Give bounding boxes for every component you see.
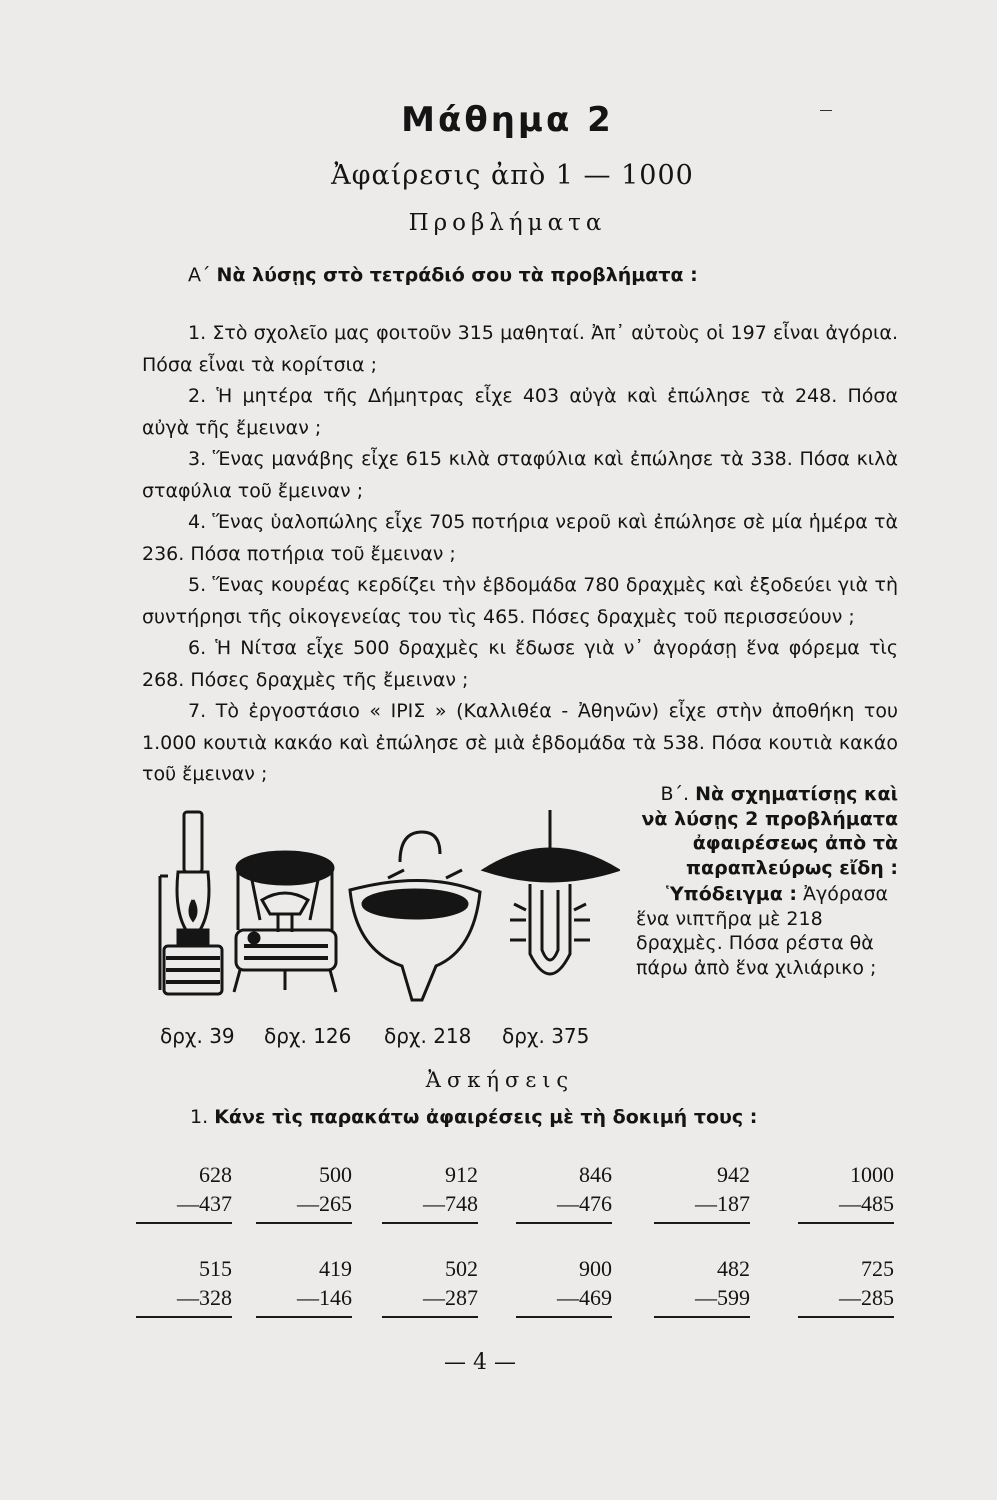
subtraction-problem	[670, 1160, 750, 1224]
kerosene-stove-icon	[234, 852, 336, 992]
subtraction-problem	[398, 1254, 478, 1318]
washbasin-icon	[350, 832, 480, 1000]
subtrahend: —437	[177, 1191, 232, 1216]
price-label: δρχ. 126	[264, 1024, 352, 1048]
answer-line	[654, 1316, 750, 1318]
subtraction-problem	[814, 1160, 894, 1224]
price-label: δρχ. 39	[160, 1024, 235, 1048]
problem-list	[142, 318, 898, 791]
items-illustration	[150, 800, 620, 1005]
exercise-instruction	[190, 1106, 757, 1128]
answer-line	[516, 1316, 612, 1318]
subtraction-problem	[398, 1160, 478, 1224]
problem-item: 1. Στὸ σχολεῖο μας φοιτοῦν 315 μαθηταί. Ἀπ᾽ αὐτοὺς οἱ 197 εἶναι ἀγόρια. Πόσα εἶναι τὰ κορίτσια ;	[142, 322, 898, 376]
section-b-text: Νὰ σχηματίσῃς καὶ νὰ λύσῃς 2 προβλήματα ἀφαιρέσεως ἀπὸ τὰ παραπλεύρως εἴδη :	[641, 783, 898, 879]
minuend: 900	[579, 1256, 612, 1281]
subtrahend: —328	[177, 1285, 232, 1310]
answer-line	[516, 1222, 612, 1224]
problem-item: 4. Ἕνας ὑαλοπώλης εἶχε 705 ποτήρια νεροῦ καὶ ἐπώλησε σὲ μία ἡμέρα τὰ 236. Πόσα ποτήρια τοῦ ἔμειναν ;	[142, 511, 898, 565]
problem-item: 5. Ἕνας κουρέας κερδίζει τὴν ἑβδομάδα 780 δραχμὲς καὶ ἐξοδεύει γιὰ τὴ συντήρησι τῆς οἰκογενείας του τὶς 465. Πόσες δραχμὲς τοῦ περισσεύουν ;	[142, 574, 898, 628]
subtrahend: —599	[695, 1285, 750, 1310]
subtrahend: —265	[297, 1191, 352, 1216]
subtraction-problem	[152, 1160, 232, 1224]
minuend: 1000	[850, 1162, 894, 1187]
subtrahend: —469	[557, 1285, 612, 1310]
subtraction-problem	[814, 1254, 894, 1318]
lesson-subtitle: Ἀφαίρεσις ἀπὸ 1 — 1000	[331, 160, 694, 191]
answer-line	[654, 1222, 750, 1224]
price-label: δρχ. 218	[384, 1024, 472, 1048]
exercise-text: Κάνε τὶς παρακάτω ἀφαιρέσεις μὲ τὴ δοκιμή τους :	[214, 1106, 758, 1128]
exercise-number: 1.	[190, 1106, 209, 1128]
minuend: 846	[579, 1162, 612, 1187]
subtraction-problem	[272, 1254, 352, 1318]
subtraction-problem	[670, 1254, 750, 1318]
minuend: 419	[319, 1256, 352, 1281]
section-b-marker: Β΄.	[660, 783, 690, 805]
answer-line	[256, 1316, 352, 1318]
section-a-marker: Α΄	[188, 264, 211, 286]
problem-item: 3. Ἕνας μανάβης εἶχε 615 κιλὰ σταφύλια καὶ ἐπώλησε τὰ 338. Πόσα κιλὰ σταφύλια τοῦ ἔμειναν ;	[142, 448, 898, 502]
subtrahend: —287	[423, 1285, 478, 1310]
answer-line	[136, 1222, 232, 1224]
minuend: 942	[717, 1162, 750, 1187]
subtrahend: —485	[839, 1191, 894, 1216]
example-text: Ἀγόρασα ἕνα νιπτῆρα μὲ 218 δραχμὲς. Πόσα ρέστα θὰ πάρω ἀπὸ ἕνα χιλιάρικο ;	[636, 883, 889, 979]
problem-item: 2. Ἡ μητέρα τῆς Δήμητρας εἶχε 403 αὐγὰ καὶ ἐπώλησε τὰ 248. Πόσα αὐγὰ τῆς ἔμειναν ;	[142, 385, 898, 439]
price-label: δρχ. 375	[502, 1024, 590, 1048]
subtrahend: —285	[839, 1285, 894, 1310]
subtraction-problem	[532, 1160, 612, 1224]
oil-lamp-icon	[160, 812, 222, 994]
subtraction-problem	[532, 1254, 612, 1318]
page-number: — 4 —	[444, 1350, 516, 1375]
minuend: 502	[445, 1256, 478, 1281]
section-a-text: Νὰ λύσῃς στὸ τετράδιό σου τὰ προβλήματα :	[216, 264, 698, 286]
ceiling-lamp-icon	[484, 810, 618, 974]
answer-line	[382, 1222, 478, 1224]
subtrahend: —187	[695, 1191, 750, 1216]
answer-line	[382, 1316, 478, 1318]
minuend: 482	[717, 1256, 750, 1281]
problem-item: 7. Τὸ ἐργοστάσιο « ΙΡΙΣ » (Καλλιθέα - Ἀθηνῶν) εἶχε στὴν ἀποθήκη του 1.000 κουτιὰ κακάο καὶ ἐπώλησε σὲ μιὰ ἑβδομάδα τὰ 538. Πόσα κουτιὰ κακάο τοῦ ἔμειναν ;	[142, 700, 898, 785]
section-b-instruction	[636, 782, 898, 980]
section-a-instruction	[188, 264, 698, 286]
subtrahend: —748	[423, 1191, 478, 1216]
example-label: Ὑπόδειγμα :	[666, 883, 797, 905]
subtraction-problem	[152, 1254, 232, 1318]
subtraction-problem	[272, 1160, 352, 1224]
exercises-heading: Ἀσκήσεις	[425, 1068, 575, 1092]
subtrahend: —476	[557, 1191, 612, 1216]
minuend: 725	[861, 1256, 894, 1281]
answer-line	[136, 1316, 232, 1318]
problem-item: 6. Ἡ Νίτσα εἶχε 500 δραχμὲς κι ἔδωσε γιὰ ν᾽ ἀγοράσῃ ἕνα φόρεμα τὶς 268. Πόσες δραχμὲς τῆς ἔμειναν ;	[142, 637, 898, 691]
minuend: 628	[199, 1162, 232, 1187]
subtrahend: —146	[297, 1285, 352, 1310]
minuend: 912	[445, 1162, 478, 1187]
answer-line	[798, 1222, 894, 1224]
lesson-title: Μάθημα 2	[401, 100, 614, 140]
minuend: 500	[319, 1162, 352, 1187]
minuend: 515	[199, 1256, 232, 1281]
answer-line	[798, 1316, 894, 1318]
problems-heading: Προβλήματα	[408, 210, 607, 236]
answer-line	[256, 1222, 352, 1224]
